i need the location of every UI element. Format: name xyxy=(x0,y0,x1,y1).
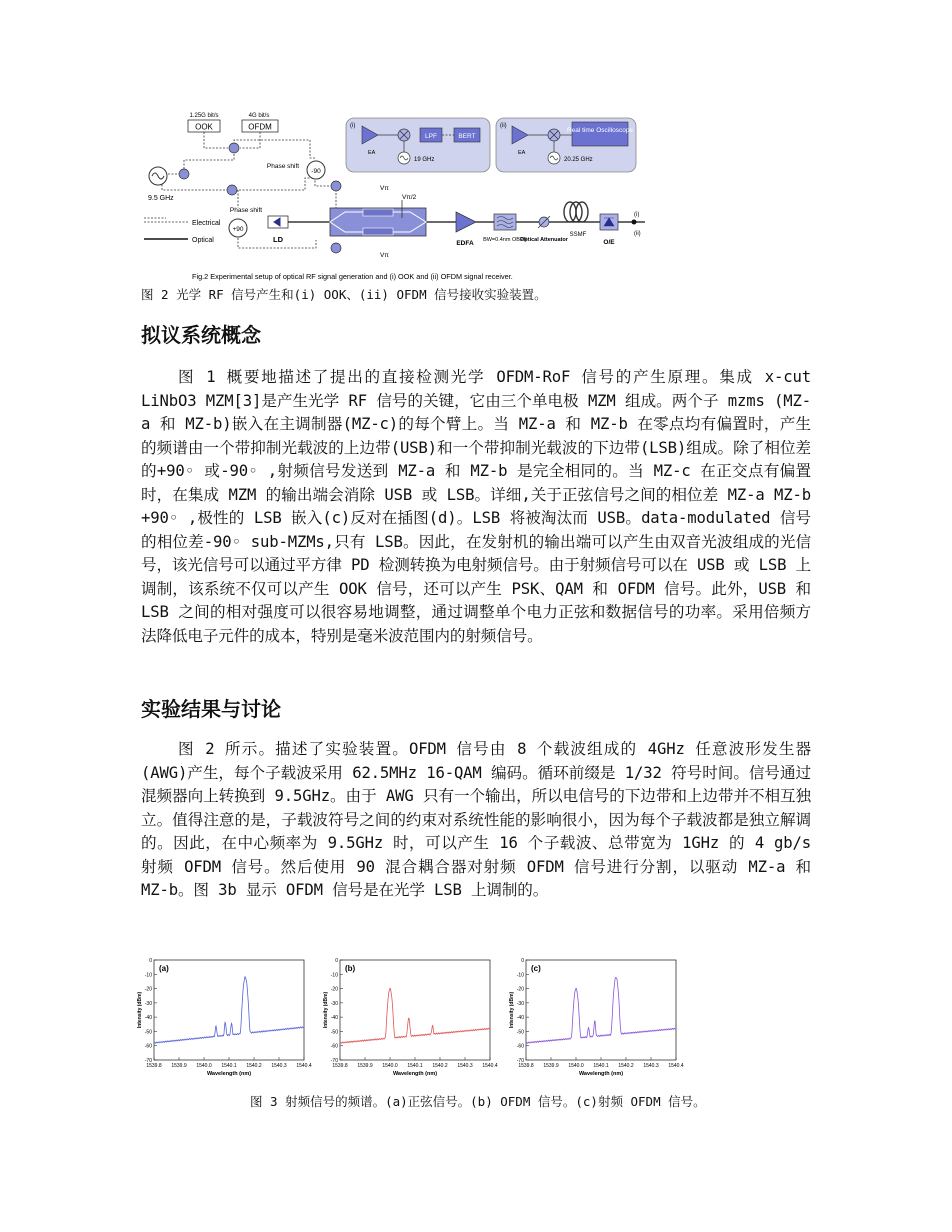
y-tick-label: 0 xyxy=(335,958,338,964)
chart-frame xyxy=(340,960,490,1060)
y-tick-label: -10 xyxy=(330,972,338,979)
output-ii: (ii) xyxy=(634,231,641,237)
y-tick-label: -20 xyxy=(144,986,152,993)
panel-label: (c) xyxy=(531,964,541,973)
x-tick-label: 1540.1 xyxy=(221,1063,237,1069)
x-tick-label: 1540.1 xyxy=(407,1063,423,1069)
x-tick-label: 1540.0 xyxy=(196,1063,212,1069)
x-axis-label: Wavelength (nm) xyxy=(206,1071,252,1077)
receiver-ii-freq: 20.25 GHz xyxy=(564,157,593,163)
oscilloscope-text: Real time Oscilloscope xyxy=(566,127,634,134)
receiver-ii-tag: (ii) xyxy=(500,123,507,129)
y-tick-label: -70 xyxy=(144,1058,152,1064)
v-pi-bottom: Vπ xyxy=(380,252,389,259)
phase-shift-label-bottom: Phase shift xyxy=(229,207,263,214)
receiver-i-ea: EA xyxy=(368,150,376,156)
plus90-label: +90 xyxy=(232,226,244,233)
x-tick-label: 1540.4 xyxy=(296,1063,312,1069)
y-tick-label: -20 xyxy=(516,986,524,993)
v-pi-half: Vπ/2 xyxy=(402,194,417,201)
x-tick-label: 1539.9 xyxy=(357,1063,373,1069)
y-tick-label: -10 xyxy=(516,972,524,979)
y-tick-label: -50 xyxy=(144,1029,152,1036)
x-tick-label: 1540.3 xyxy=(271,1063,287,1069)
concept-text: 图 1 概要地描述了提出的直接检测光学 OFDM-RoF 信号的产生原理。集成 x-cut LiNbO3 MZM[3]是产生光学 RF 信号的关键，它由三个单电极 MZM 组成。两个子 mzms (MZ-a 和 MZ-b)嵌入在主调制器(MZ-c)的每个臂上。当 MZ-a 和 MZ-b 在零点均有偏置时，产生的频谱由一个带抑制光载波的上边带(USB)和一个带抑制光载波的下边带(LSB)组成。除了相位差的+90◦ 或-90◦ ,射频信号发送到 MZ-a 和 MZ-b 是完全相同的。当 MZ-c 在正交点有偏置时，在集成 MZM 的输出端会消除 USB 或 LSB。详细,关于正弦信号之间的相位差 MZ-a MZ-b +90◦ ,极性的 LSB 嵌入(c)反对在插图(d)。LSB 将被淘汰而 USB。data-modulated 信号的相位差-90◦ sub-MZMs,只有 LSB。因此，在发射机的输出端可以产生由双音光波组成的光信号，该光信号可以通过平方律 PD 检测转换为电射频信号。由于射频信号可以在 USB 或 LSB 上调制，该系统不仅可以产生 OOK 信号，还可以产生 PSK、QAM 和 OFDM 信号。此外，USB 和 LSB 之间的相对强度可以很容易地调整，通过调整单个电力正弦和数据信号的功率。采用倍频方法降低电子元件的成本，特别是毫米波范围内的射频信号。 xyxy=(141,368,811,645)
y-tick-label: -30 xyxy=(330,1000,338,1007)
minus90-label: -90 xyxy=(311,168,321,175)
x-tick-label: 1540.2 xyxy=(618,1063,634,1069)
ssmf-label: SSMF xyxy=(569,232,587,238)
concept-paragraph xyxy=(141,366,811,648)
x-tick-label: 1540.0 xyxy=(382,1063,398,1069)
ook-rate-label: 1.25G bit/s xyxy=(189,113,219,119)
y-tick-label: -70 xyxy=(516,1058,524,1064)
receiver-i-panel xyxy=(346,118,490,172)
y-tick-label: -60 xyxy=(516,1043,524,1050)
chart-frame xyxy=(154,960,304,1060)
results-paragraph xyxy=(141,738,811,903)
x-tick-label: 1540.3 xyxy=(457,1063,473,1069)
section-heading-concept: 拟议系统概念 xyxy=(141,323,261,347)
y-tick-label: 0 xyxy=(149,958,152,964)
bert-label: BERT xyxy=(458,133,476,140)
x-tick-label: 1539.8 xyxy=(332,1063,348,1069)
y-tick-label: -20 xyxy=(330,986,338,993)
panel-label: (a) xyxy=(159,964,169,973)
figure-3-caption: 图 3 射频信号的频谱。(a)正弦信号。(b) OFDM 信号。(c)射频 OFDM 信号。 xyxy=(250,1094,706,1109)
y-tick-label: -30 xyxy=(144,1000,152,1007)
results-text: 图 2 所示。描述了实验装置。OFDM 信号由 8 个载波组成的 4GHz 任意波形发生器(AWG)产生，每个子载波采用 62.5MHz 16-QAM 编码。循环前缀是 1/32 符号时间。信号通过混频器向上转换到 9.5GHz。由于 AWG 只有一个输出，所以电信号的下边带和上边带并不相互独立。值得注意的是，子载波符号之间的约束对系统性能的影响很小，因为每个子载波都是独立解调的。因此，在中心频率为 9.5GHz 时，可以产生 16 个子载波、总带宽为 1GHz 的 4 gb/s 射频 OFDM 信号。然后使用 90 混合耦合器对射频 OFDM 信号进行分割，以驱动 MZ-a 和 MZ-b。图 3b 显示 OFDM 信号是在光学 LSB 上调制的。 xyxy=(141,740,811,899)
x-tick-label: 1540.0 xyxy=(568,1063,584,1069)
figure-3-spectra xyxy=(137,955,700,1085)
receiver-i-freq: 19 GHz xyxy=(414,157,435,163)
x-tick-label: 1539.9 xyxy=(171,1063,187,1069)
source-frequency-label: 9.5 GHz xyxy=(148,195,174,202)
figure-2-caption: 图 2 光学 RF 信号产生和(i) OOK、(ii) OFDM 信号接收实验装置。 xyxy=(141,287,547,302)
y-axis-label: Intensity (dBm) xyxy=(509,991,515,1029)
x-tick-label: 1540.4 xyxy=(482,1063,498,1069)
y-tick-label: -10 xyxy=(144,972,152,979)
x-tick-label: 1539.9 xyxy=(543,1063,559,1069)
y-axis-label: Intensity (dBm) xyxy=(137,991,143,1029)
receiver-i-tag: (i) xyxy=(350,123,356,129)
x-tick-label: 1540.2 xyxy=(432,1063,448,1069)
x-tick-label: 1540.4 xyxy=(668,1063,684,1069)
output-i: (i) xyxy=(634,212,640,218)
y-tick-label: -50 xyxy=(330,1029,338,1036)
oe-label: O/E xyxy=(603,239,615,246)
legend-electrical: Electrical xyxy=(192,220,221,227)
ofdm-rate-label: 4G bit/s xyxy=(248,113,270,119)
figure-2-setup-diagram xyxy=(140,108,640,282)
x-tick-label: 1540.1 xyxy=(593,1063,609,1069)
section-heading-results: 实验结果与讨论 xyxy=(141,697,281,721)
ld-label: LD xyxy=(273,235,283,244)
x-axis-label: Wavelength (nm) xyxy=(392,1071,438,1077)
x-axis-label: Wavelength (nm) xyxy=(578,1071,624,1077)
y-tick-label: -60 xyxy=(330,1043,338,1050)
x-tick-label: 1540.3 xyxy=(643,1063,659,1069)
receiver-ii-ea: EA xyxy=(518,150,526,156)
y-tick-label: -50 xyxy=(516,1029,524,1036)
y-axis-label: Intensity (dBm) xyxy=(323,991,329,1029)
panel-label: (b) xyxy=(345,964,356,973)
chart-frame xyxy=(526,960,676,1060)
x-tick-label: 1539.8 xyxy=(146,1063,162,1069)
y-tick-label: 0 xyxy=(521,958,524,964)
oscilloscope-box xyxy=(572,122,628,146)
y-tick-label: -30 xyxy=(516,1000,524,1007)
y-tick-label: -40 xyxy=(144,1015,152,1022)
ook-label: OOK xyxy=(195,122,213,132)
y-tick-label: -40 xyxy=(516,1015,524,1022)
lpf-label: LPF xyxy=(425,133,437,140)
figure-2-english-caption: Fig.2 Experimental setup of optical RF signal generation and (i) OOK and (ii) OFDM signal receiver. xyxy=(192,272,513,281)
v-pi-top: Vπ xyxy=(380,185,389,192)
obpf-label: BW=0.4nm OBPF xyxy=(483,237,527,243)
ofdm-label: OFDM xyxy=(248,122,272,132)
edfa-label: EDFA xyxy=(456,240,474,247)
attenuator-label: Optical Attenuator xyxy=(520,237,568,243)
oscilloscope-label xyxy=(567,127,633,134)
phase-shift-label-top: Phase shift xyxy=(266,163,300,170)
x-tick-label: 1540.2 xyxy=(246,1063,262,1069)
y-tick-label: -40 xyxy=(330,1015,338,1022)
y-tick-label: -60 xyxy=(144,1043,152,1050)
y-tick-label: -70 xyxy=(330,1058,338,1064)
x-tick-label: 1539.8 xyxy=(518,1063,534,1069)
legend-optical: Optical xyxy=(192,237,214,244)
